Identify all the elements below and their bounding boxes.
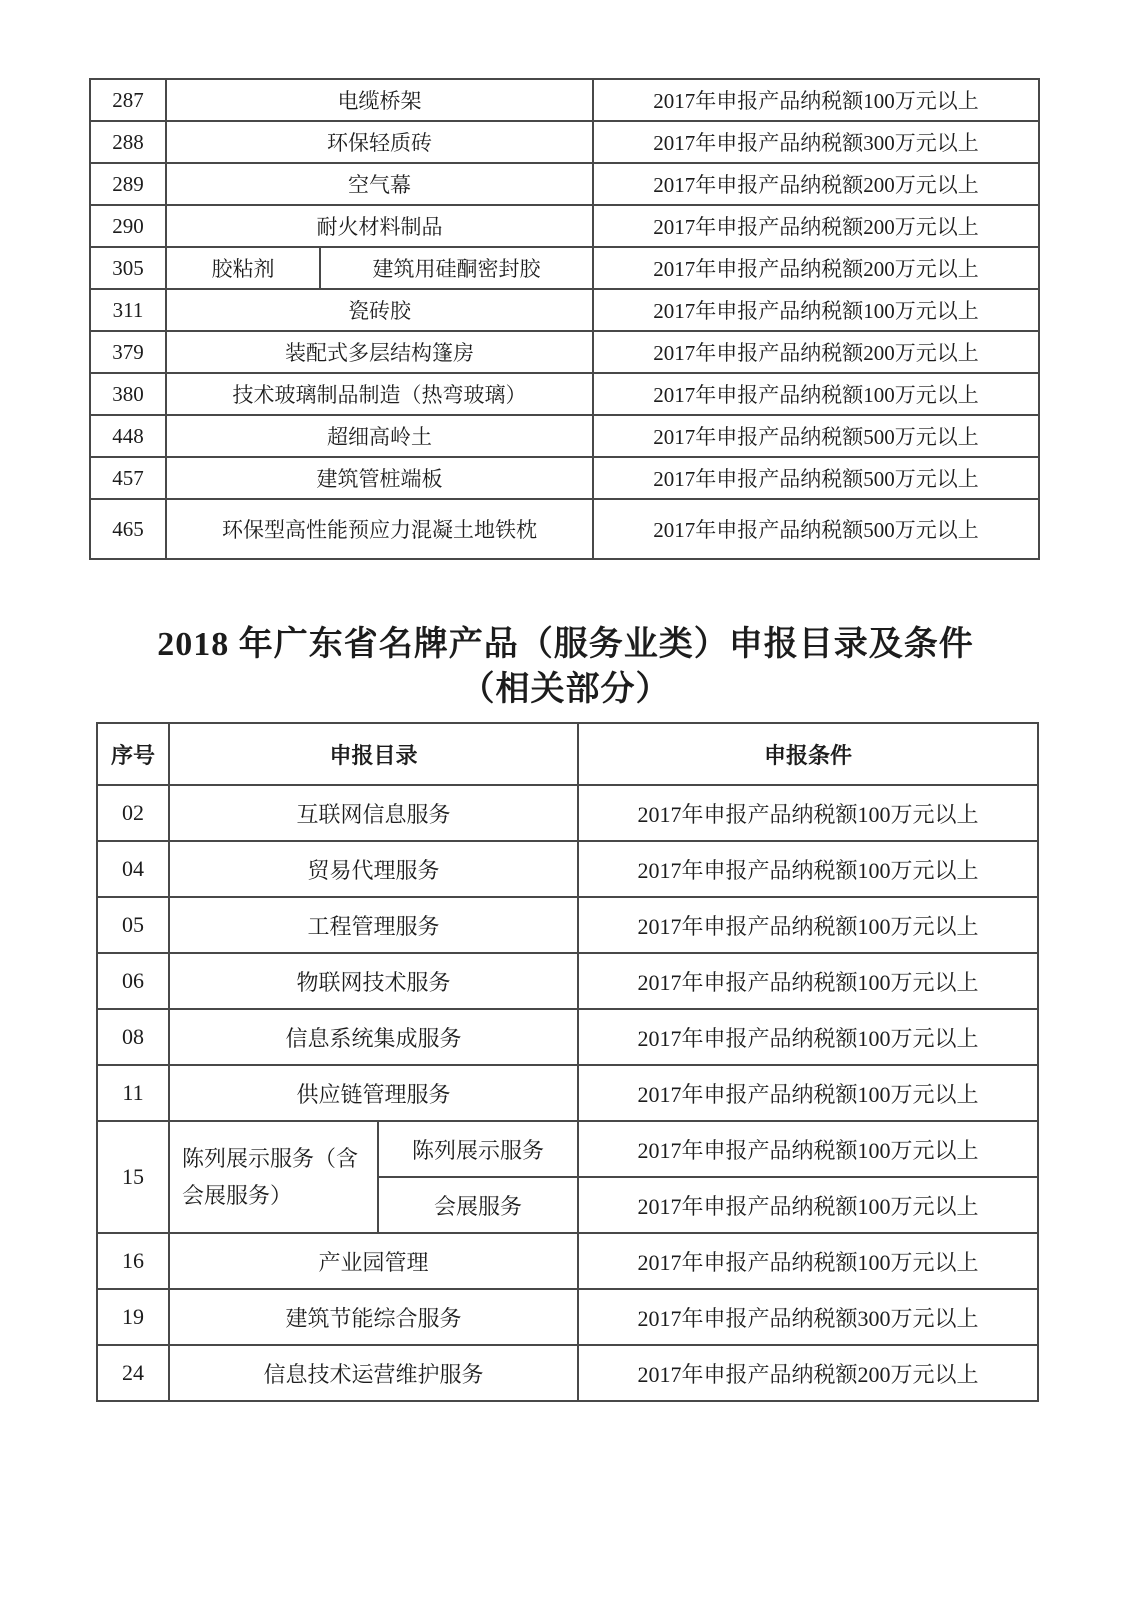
condition-cell: 2017年申报产品纳税额200万元以上	[593, 247, 1039, 289]
catalog-cell: 物联网技术服务	[169, 953, 578, 1009]
serial-cell: 311	[90, 289, 166, 331]
catalog-cell: 供应链管理服务	[169, 1065, 578, 1121]
header-condition: 申报条件	[578, 723, 1038, 785]
section-title	[0, 622, 1131, 712]
table-row	[90, 205, 1039, 247]
table-row-group	[97, 1121, 1038, 1177]
condition-cell: 2017年申报产品纳税额100万元以上	[578, 1177, 1038, 1233]
header-catalog: 申报目录	[169, 723, 578, 785]
serial-cell: 305	[90, 247, 166, 289]
table-row	[97, 1009, 1038, 1065]
catalog-cell: 建筑节能综合服务	[169, 1289, 578, 1345]
condition-cell: 2017年申报产品纳税额100万元以上	[578, 841, 1038, 897]
table-row	[90, 373, 1039, 415]
serial-cell: 289	[90, 163, 166, 205]
catalog-cell: 工程管理服务	[169, 897, 578, 953]
condition-cell: 2017年申报产品纳税额500万元以上	[593, 499, 1039, 559]
table-row	[90, 163, 1039, 205]
table-row	[90, 79, 1039, 121]
serial-cell: 19	[97, 1289, 169, 1345]
condition-cell: 2017年申报产品纳税额100万元以上	[593, 289, 1039, 331]
section-title-line2: （相关部分）	[460, 671, 671, 709]
condition-cell: 2017年申报产品纳税额100万元以上	[578, 1233, 1038, 1289]
table-row	[97, 953, 1038, 1009]
catalog-cell: 信息系统集成服务	[169, 1009, 578, 1065]
table-row	[97, 785, 1038, 841]
serial-cell: 448	[90, 415, 166, 457]
table-row	[90, 247, 1039, 289]
header-row	[97, 723, 1038, 785]
header-serial: 序号	[97, 723, 169, 785]
catalog-cell: 电缆桥架	[166, 79, 593, 121]
condition-cell: 2017年申报产品纳税额200万元以上	[593, 205, 1039, 247]
serial-cell: 02	[97, 785, 169, 841]
catalog-cell: 环保型高性能预应力混凝土地铁枕	[166, 499, 593, 559]
condition-cell: 2017年申报产品纳税额200万元以上	[593, 331, 1039, 373]
table-row	[90, 289, 1039, 331]
table-row	[90, 331, 1039, 373]
serial-cell: 05	[97, 897, 169, 953]
condition-cell: 2017年申报产品纳税额200万元以上	[578, 1345, 1038, 1401]
catalog-cell: 建筑管桩端板	[166, 457, 593, 499]
table-row	[90, 457, 1039, 499]
catalog-cell: 耐火材料制品	[166, 205, 593, 247]
condition-cell: 2017年申报产品纳税额300万元以上	[593, 121, 1039, 163]
table-row	[97, 841, 1038, 897]
products-table	[89, 78, 1040, 560]
serial-cell: 08	[97, 1009, 169, 1065]
serial-cell: 06	[97, 953, 169, 1009]
table-row	[97, 1233, 1038, 1289]
catalog-cell: 环保轻质砖	[166, 121, 593, 163]
serial-cell: 04	[97, 841, 169, 897]
catalog-sub-cell: 建筑用硅酮密封胶	[320, 247, 593, 289]
serial-cell: 465	[90, 499, 166, 559]
catalog-cell: 信息技术运营维护服务	[169, 1345, 578, 1401]
catalog-sub-cell: 会展服务	[378, 1177, 578, 1233]
serial-cell: 379	[90, 331, 166, 373]
catalog-cell: 装配式多层结构篷房	[166, 331, 593, 373]
serial-cell: 16	[97, 1233, 169, 1289]
serial-cell: 24	[97, 1345, 169, 1401]
table-row	[97, 1345, 1038, 1401]
table-row	[97, 897, 1038, 953]
catalog-cell: 超细高岭土	[166, 415, 593, 457]
condition-cell: 2017年申报产品纳税额100万元以上	[578, 953, 1038, 1009]
serial-cell: 288	[90, 121, 166, 163]
condition-cell: 2017年申报产品纳税额100万元以上	[593, 79, 1039, 121]
condition-cell: 2017年申报产品纳税额100万元以上	[593, 373, 1039, 415]
catalog-cell: 技术玻璃制品制造（热弯玻璃）	[166, 373, 593, 415]
condition-cell: 2017年申报产品纳税额100万元以上	[578, 785, 1038, 841]
serial-cell: 287	[90, 79, 166, 121]
table-row	[90, 415, 1039, 457]
serial-cell: 15	[97, 1121, 169, 1233]
catalog-cell: 空气幕	[166, 163, 593, 205]
serial-cell: 290	[90, 205, 166, 247]
catalog-group-cell: 胶粘剂	[166, 247, 320, 289]
section-title-line1: 2018 年广东省名牌产品（服务业类）申报目录及条件	[157, 626, 974, 663]
catalog-cell: 产业园管理	[169, 1233, 578, 1289]
condition-cell: 2017年申报产品纳税额100万元以上	[578, 1121, 1038, 1177]
condition-cell: 2017年申报产品纳税额300万元以上	[578, 1289, 1038, 1345]
table-row	[97, 1065, 1038, 1121]
catalog-cell: 瓷砖胶	[166, 289, 593, 331]
condition-cell: 2017年申报产品纳税额500万元以上	[593, 457, 1039, 499]
serial-cell: 457	[90, 457, 166, 499]
condition-cell: 2017年申报产品纳税额100万元以上	[578, 897, 1038, 953]
condition-cell: 2017年申报产品纳税额200万元以上	[593, 163, 1039, 205]
catalog-cell: 互联网信息服务	[169, 785, 578, 841]
condition-cell: 2017年申报产品纳税额100万元以上	[578, 1009, 1038, 1065]
services-table	[96, 722, 1039, 1402]
table-row	[90, 499, 1039, 559]
table-row	[97, 1289, 1038, 1345]
table-row	[90, 121, 1039, 163]
serial-cell: 11	[97, 1065, 169, 1121]
catalog-sub-cell: 陈列展示服务	[378, 1121, 578, 1177]
condition-cell: 2017年申报产品纳税额500万元以上	[593, 415, 1039, 457]
catalog-group-cell: 陈列展示服务（含会展服务）	[169, 1121, 378, 1233]
serial-cell: 380	[90, 373, 166, 415]
catalog-cell: 贸易代理服务	[169, 841, 578, 897]
condition-cell: 2017年申报产品纳税额100万元以上	[578, 1065, 1038, 1121]
